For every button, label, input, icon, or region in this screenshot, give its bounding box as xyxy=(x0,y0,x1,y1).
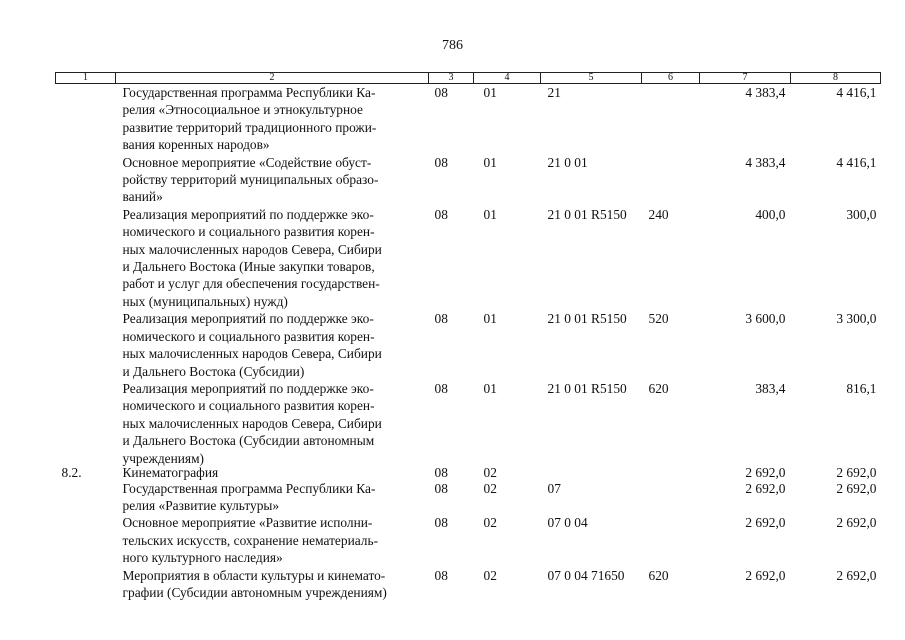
row-subsection-code: 02 xyxy=(483,480,497,496)
column-header-8: 8 xyxy=(791,73,881,84)
row-amount-year-2: 4 416,1 xyxy=(836,154,877,170)
row-amount-year-1: 4 383,4 xyxy=(745,85,786,100)
row-subsection-code: 01 xyxy=(483,85,497,100)
row-amount-year-2: 2 692,0 xyxy=(836,464,877,480)
column-header-4: 4 xyxy=(474,73,541,84)
row-number xyxy=(56,380,116,467)
row-amount-year-1: 400,0 xyxy=(755,206,786,222)
row-amount-year-2: 816,1 xyxy=(846,380,877,396)
row-name: Основное мероприятие «Развитие исполни- тельских искусств, сохранение нематериаль- ного культурного наследия» xyxy=(122,515,379,566)
row-target-article: 21 0 01 xyxy=(547,154,588,170)
table-row xyxy=(56,206,881,310)
column-header-7: 7 xyxy=(700,73,791,84)
row-name: Государственная программа Республики Ка- релия «Этносоциальное и этнокультурное развитие территорий традиционного прожи- вания коренных народов» xyxy=(122,85,377,153)
column-header-1: 1 xyxy=(56,73,116,84)
row-name: Реализация мероприятий по поддержке эко- номического и социального развития корен- ных малочисленных народов Севера, Сибири и Дальнего Востока (Субсидии) xyxy=(122,311,382,379)
row-target-article xyxy=(541,467,642,480)
row-section-code: 08 xyxy=(434,567,448,583)
row-number xyxy=(56,514,116,566)
row-target-article: 21 xyxy=(547,85,561,100)
row-target-article: 21 0 01 R5150 xyxy=(547,380,627,396)
row-number xyxy=(56,206,116,310)
row-amount-year-2: 4 416,1 xyxy=(836,85,877,100)
row-subsection-code: 02 xyxy=(483,567,497,583)
row-number xyxy=(56,480,116,515)
table-row xyxy=(56,154,881,206)
budget-table xyxy=(55,72,881,601)
column-header-5: 5 xyxy=(541,73,642,84)
row-target-article: 21 0 01 R5150 xyxy=(547,311,627,327)
row-subsection-code: 01 xyxy=(483,154,497,170)
row-name: Мероприятия в области культуры и кинемато- графии (Субсидии автономным учреждениям) xyxy=(122,567,387,600)
row-section-code: 08 xyxy=(434,311,448,327)
column-header-2: 2 xyxy=(116,73,429,84)
row-amount-year-1: 2 692,0 xyxy=(745,480,786,496)
row-name: Основное мероприятие «Содействие обуст- ройству территорий муниципальных образо- ваний» xyxy=(122,154,379,205)
row-amount-year-2: 3 300,0 xyxy=(836,311,877,327)
row-target-article: 07 0 04 71650 xyxy=(547,567,625,583)
row-number xyxy=(56,154,116,206)
table-row xyxy=(56,380,881,467)
row-subsection-code: 01 xyxy=(483,206,497,222)
row-subsection-code: 01 xyxy=(483,380,497,396)
row-target-article: 21 0 01 R5150 xyxy=(547,206,627,222)
row-amount-year-2: 2 692,0 xyxy=(836,567,877,583)
row-section-code: 08 xyxy=(434,380,448,396)
row-expense-type xyxy=(642,514,700,566)
row-section-code: 08 xyxy=(434,464,448,480)
table-row xyxy=(56,514,881,566)
column-header-6: 6 xyxy=(642,73,700,84)
row-amount-year-1: 2 692,0 xyxy=(745,567,786,583)
row-subsection-code: 02 xyxy=(483,464,497,480)
row-amount-year-2: 300,0 xyxy=(846,206,877,222)
row-target-article: 07 0 04 xyxy=(547,515,588,531)
row-expense-type: 520 xyxy=(648,311,669,327)
row-section-code: 08 xyxy=(434,154,448,170)
row-name: Государственная программа Республики Ка- релия «Развитие культуры» xyxy=(122,480,376,513)
row-amount-year-2: 2 692,0 xyxy=(836,515,877,531)
row-number xyxy=(56,567,116,602)
row-number xyxy=(56,310,116,380)
table-row xyxy=(56,467,881,480)
column-number-header-row xyxy=(56,73,881,84)
table-row xyxy=(56,84,881,154)
row-number: 8.2. xyxy=(61,464,82,480)
row-amount-year-1: 4 383,4 xyxy=(745,154,786,170)
row-section-code: 08 xyxy=(434,206,448,222)
row-expense-type: 240 xyxy=(648,206,669,222)
row-expense-type xyxy=(642,154,700,206)
row-section-code: 08 xyxy=(434,515,448,531)
row-target-article: 07 xyxy=(547,480,561,496)
row-amount-year-1: 383,4 xyxy=(755,380,786,396)
row-number xyxy=(56,84,116,154)
row-expense-type: 620 xyxy=(648,380,669,396)
table-row xyxy=(56,480,881,515)
table-row xyxy=(56,567,881,602)
row-expense-type: 620 xyxy=(648,567,669,583)
row-subsection-code: 01 xyxy=(483,311,497,327)
table-row xyxy=(56,310,881,380)
row-expense-type xyxy=(642,467,700,480)
row-name: Кинематография xyxy=(122,464,219,480)
row-expense-type xyxy=(642,480,700,515)
row-name: Реализация мероприятий по поддержке эко- номического и социального развития корен- ных малочисленных народов Севера, Сибири и Дальнего Востока (Иные закупки товаров, работ и услуг для обеспечения государствен- ных (муниципальных) нужд) xyxy=(122,206,382,309)
row-subsection-code: 02 xyxy=(483,515,497,531)
row-amount-year-1: 2 692,0 xyxy=(745,464,786,480)
column-header-3: 3 xyxy=(429,73,474,84)
row-amount-year-1: 3 600,0 xyxy=(745,311,786,327)
page-number: 786 xyxy=(442,38,463,53)
row-name: Реализация мероприятий по поддержке эко- номического и социального развития корен- ных малочисленных народов Севера, Сибири и Дальнего Востока (Субсидии автономным учреждениям) xyxy=(122,380,382,466)
row-section-code: 08 xyxy=(434,480,448,496)
row-section-code: 08 xyxy=(434,85,448,100)
row-amount-year-1: 2 692,0 xyxy=(745,515,786,531)
row-expense-type xyxy=(642,84,700,154)
row-amount-year-2: 2 692,0 xyxy=(836,480,877,496)
